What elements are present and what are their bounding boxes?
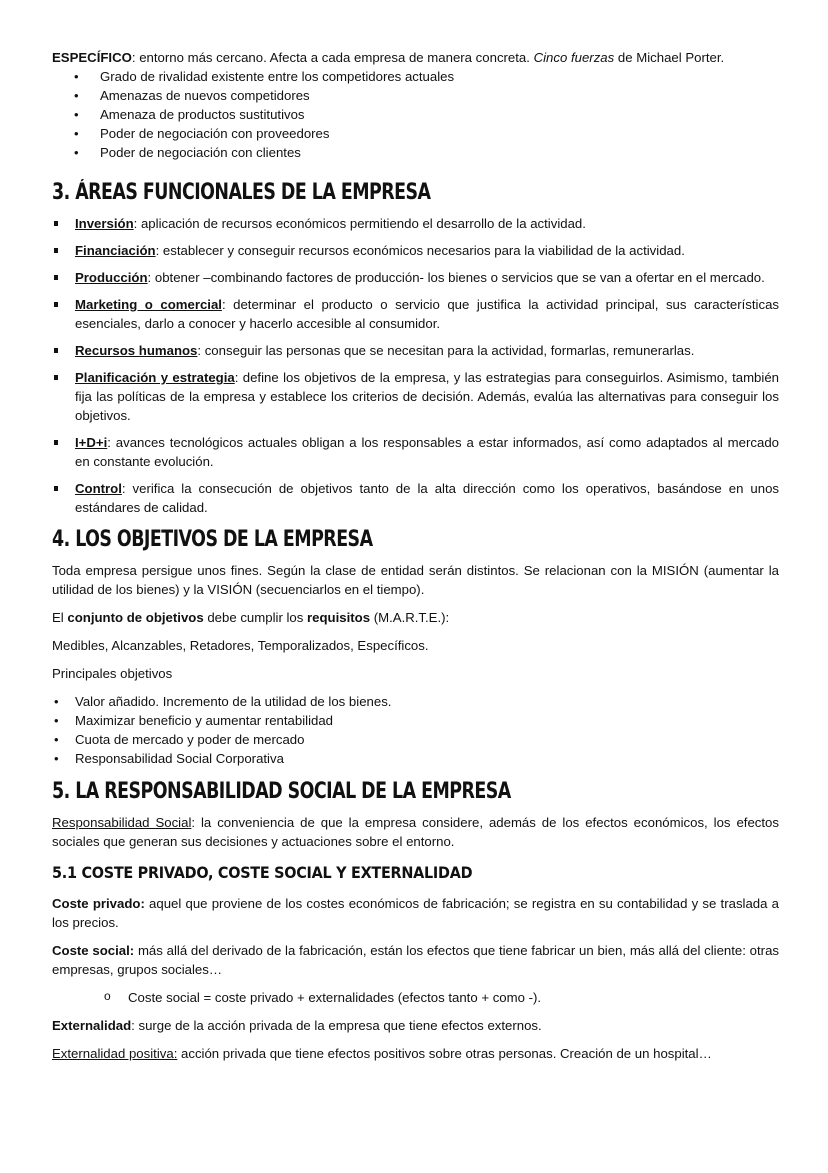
list-item: • Maximizar beneficio y aumentar rentabilidad <box>52 711 779 730</box>
list-item: • Amenaza de productos sustitutivos <box>52 105 779 124</box>
marte-requirements: El conjunto de objetivos debe cumplir los requisitos (M.A.R.T.E.): <box>52 610 450 625</box>
functional-areas-list <box>52 214 779 517</box>
porter-forces-list <box>52 67 779 162</box>
list-item: Producción: obtener –combinando factores de producción- los bienes o servicios que se van a ofertar en el mercado. <box>52 268 779 287</box>
list-item: Control: verifica la consecución de objetivos tanto de la alta dirección como los operativos, basándose en unos estándares de calidad. <box>52 479 779 517</box>
list-item: Recursos humanos: conseguir las personas que se necesitan para la actividad, formarlas, remunerarlas. <box>52 341 779 360</box>
list-item: • Grado de rivalidad existente entre los competidores actuales <box>52 67 779 86</box>
cinco-fuerzas-text: Cinco fuerzas <box>533 50 615 65</box>
section-3-heading: 3. ÁREAS FUNCIONALES DE LA EMPRESA <box>52 180 431 205</box>
list-item: • Poder de negociación con proveedores <box>52 124 779 143</box>
list-item: I+D+i: avances tecnológicos actuales obligan a los responsables a estar informados, así como adaptados al mercado en constante evolución. <box>52 433 779 471</box>
coste-social-formula: o Coste social = coste privado + externalidades (efectos tanto + como -). <box>52 988 779 1007</box>
document-page <box>52 48 779 1072</box>
list-item: • Cuota de mercado y poder de mercado <box>52 730 779 749</box>
objectives-list <box>52 692 779 768</box>
list-item: Inversión: aplicación de recursos económicos permitiendo el desarrollo de la actividad. <box>52 214 779 233</box>
section-5-heading: 5. LA RESPONSABILIDAD SOCIAL DE LA EMPRESA <box>52 779 511 804</box>
externalidad: Externalidad: surge de la acción privada de la empresa que tiene efectos externos. <box>52 1018 542 1033</box>
section-4-heading: 4. LOS OBJETIVOS DE LA EMPRESA <box>52 527 373 552</box>
section-5-1-heading: 5.1 COSTE PRIVADO, COSTE SOCIAL Y EXTERNALIDAD <box>52 863 473 882</box>
externalidad-positiva: Externalidad positiva: acción privada que tiene efectos positivos sobre otras personas. Creación de un hospital… <box>52 1046 712 1061</box>
especifico-label: ESPECÍFICO <box>52 50 132 65</box>
list-item: • Responsabilidad Social Corporativa <box>52 749 779 768</box>
list-item: • Valor añadido. Incremento de la utilidad de los bienes. <box>52 692 779 711</box>
especifico-paragraph: ESPECÍFICO: entorno más cercano. Afecta a cada empresa de manera concreta. Cinco fuerzas de Michael Porter. <box>52 50 725 65</box>
list-item: Financiación: establecer y conseguir recursos económicos necesarios para la viabilidad de la actividad. <box>52 241 779 260</box>
coste-privado: Coste privado: aquel que proviene de los costes económicos de fabricación; se registra en su contabilidad y se traslada a los precios. <box>52 896 779 930</box>
list-item: Planificación y estrategia: define los objetivos de la empresa, y las estrategias para conseguirlos. Asimismo, también fija las políticas de la empresa y establece los criterios de decisión. Además, evalúa las alternativas para conseguir los objetivos. <box>52 368 779 425</box>
marte-list: Medibles, Alcanzables, Retadores, Temporalizados, Específicos. <box>52 638 429 653</box>
list-item: Marketing o comercial: determinar el producto o servicio que justifica la actividad principal, sus características esenciales, darlo a conocer y hacerlo accesible al consumidor. <box>52 295 779 333</box>
coste-social: Coste social: más allá del derivado de la fabricación, están los efectos que tiene fabricar un bien, más allá del cliente: otras empresas, grupos sociales… <box>52 943 779 977</box>
list-item: • Poder de negociación con clientes <box>52 143 779 162</box>
list-item: • Amenazas de nuevos competidores <box>52 86 779 105</box>
rs-definition: Responsabilidad Social: la conveniencia de que la empresa considere, además de los efectos económicos, los efectos sociales que generan sus decisiones y actuaciones sobre el entorno. <box>52 815 779 849</box>
principal-objectives-label: Principales objetivos <box>52 666 173 681</box>
objectives-intro: Toda empresa persigue unos fines. Según la clase de entidad serán distintos. Se relacionan con la MISIÓN (aumentar la utilidad de los bienes) y la VISIÓN (secuenciarlos en el tiempo). <box>52 563 779 597</box>
